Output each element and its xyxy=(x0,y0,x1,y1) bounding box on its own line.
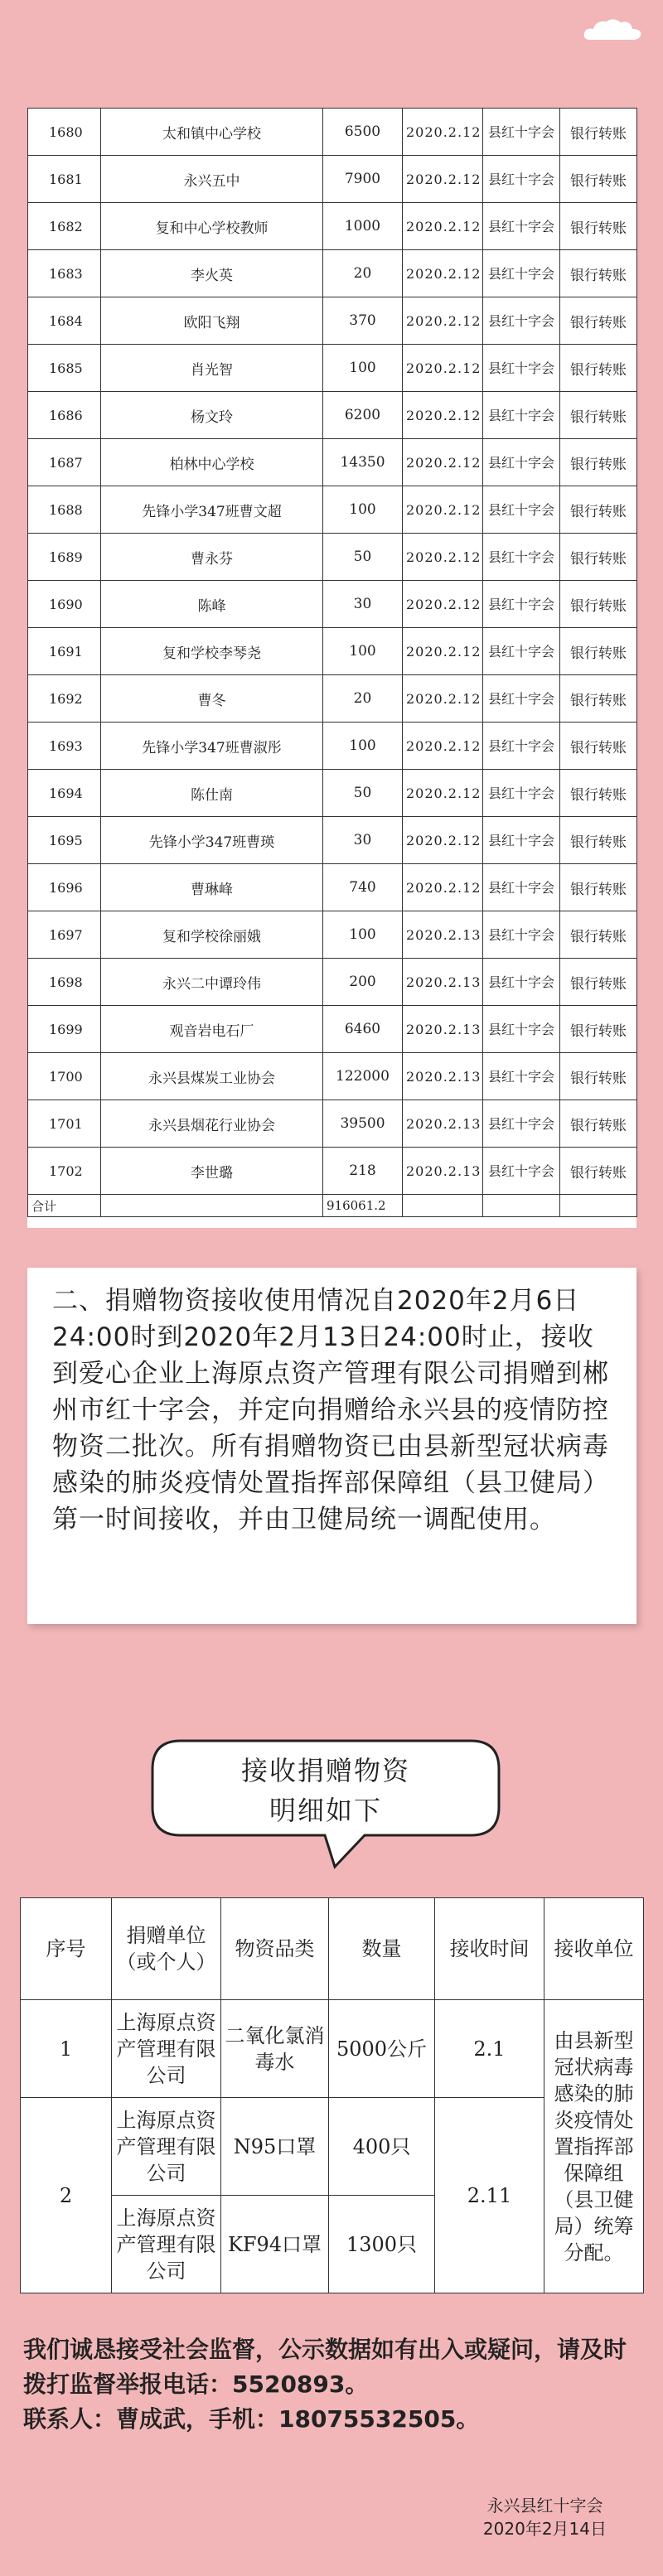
donation-amount: 6460 xyxy=(323,1006,403,1053)
header-receiver: 接收单位 xyxy=(544,1898,644,2000)
donation-date: 2020.2.12 xyxy=(403,297,483,345)
donation-donor: 杨文玲 xyxy=(101,392,323,439)
donation-amount: 200 xyxy=(323,959,403,1006)
donation-amount: 100 xyxy=(323,911,403,959)
receipt-header-row xyxy=(21,1898,644,2000)
table-row xyxy=(28,156,637,203)
donation-donor: 永兴县烟花行业协会 xyxy=(101,1100,323,1148)
donation-id: 1699 xyxy=(28,1006,101,1053)
donation-receiver: 县红十字会 xyxy=(483,911,560,959)
donation-amount: 1000 xyxy=(323,203,403,250)
donation-id: 1686 xyxy=(28,392,101,439)
table-row xyxy=(28,864,637,911)
donation-id: 1680 xyxy=(28,109,101,156)
row-qty: 5000公斤 xyxy=(329,2000,435,2098)
table-row xyxy=(28,1100,637,1148)
donation-donor: 陈仕南 xyxy=(101,770,323,817)
table-row xyxy=(28,1006,637,1053)
donation-amount: 100 xyxy=(323,486,403,534)
donation-date: 2020.2.13 xyxy=(403,1006,483,1053)
donation-receiver: 县红十字会 xyxy=(483,959,560,1006)
donation-receiver: 县红十字会 xyxy=(483,297,560,345)
donation-date: 2020.2.12 xyxy=(403,534,483,581)
donation-id: 1689 xyxy=(28,534,101,581)
donation-amount: 100 xyxy=(323,723,403,770)
donation-donor: 观音岩电石厂 xyxy=(101,1006,323,1053)
donation-donor: 李火英 xyxy=(101,250,323,297)
donation-date: 2020.2.13 xyxy=(403,959,483,1006)
donation-receiver: 县红十字会 xyxy=(483,439,560,486)
donation-donor: 先锋小学347班曹文超 xyxy=(101,486,323,534)
donation-amount: 740 xyxy=(323,864,403,911)
donation-id: 1693 xyxy=(28,723,101,770)
donation-receiver: 县红十字会 xyxy=(483,156,560,203)
donation-id: 1681 xyxy=(28,156,101,203)
receiver-cell: 由县新型冠状病毒感染的肺炎疫情处置指挥部保障组（县卫健局）统筹分配。 xyxy=(544,2000,644,2293)
donation-receiver: 县红十字会 xyxy=(483,817,560,864)
donation-amount: 218 xyxy=(323,1148,403,1195)
table-row xyxy=(28,1148,637,1195)
table-row xyxy=(28,392,637,439)
donation-donor: 太和镇中心学校 xyxy=(101,109,323,156)
donation-method: 银行转账 xyxy=(560,392,637,439)
donation-sheet xyxy=(27,108,636,1228)
donation-receiver: 县红十字会 xyxy=(483,109,560,156)
row-item: 二氧化氯消毒水 xyxy=(221,2000,329,2098)
donation-donor: 曹冬 xyxy=(101,675,323,723)
donation-id: 1687 xyxy=(28,439,101,486)
donation-donor: 陈峰 xyxy=(101,581,323,628)
donation-amount: 122000 xyxy=(323,1053,403,1100)
donation-method: 银行转账 xyxy=(560,439,637,486)
donation-id: 1683 xyxy=(28,250,101,297)
donation-amount: 30 xyxy=(323,581,403,628)
cloud-icon xyxy=(583,17,642,41)
donation-receiver: 县红十字会 xyxy=(483,1148,560,1195)
donation-method: 银行转账 xyxy=(560,628,637,675)
donation-amount: 39500 xyxy=(323,1100,403,1148)
donation-date: 2020.2.12 xyxy=(403,723,483,770)
table-row xyxy=(28,345,637,392)
donation-receiver: 县红十字会 xyxy=(483,1053,560,1100)
table-row xyxy=(28,675,637,723)
table-row xyxy=(28,817,637,864)
donation-amount: 6500 xyxy=(323,109,403,156)
table-row xyxy=(28,770,637,817)
donation-amount: 100 xyxy=(323,345,403,392)
donation-date: 2020.2.12 xyxy=(403,250,483,297)
donation-method: 银行转账 xyxy=(560,345,637,392)
total-label: 合计 xyxy=(28,1195,101,1217)
table-row xyxy=(28,486,637,534)
donation-method: 银行转账 xyxy=(560,534,637,581)
row-no: 1 xyxy=(21,2000,112,2098)
donation-id: 1688 xyxy=(28,486,101,534)
donation-donor: 曹永芬 xyxy=(101,534,323,581)
donation-donor: 复和学校李琴尧 xyxy=(101,628,323,675)
donation-receiver: 县红十字会 xyxy=(483,534,560,581)
donation-donor: 复和中心学校教师 xyxy=(101,203,323,250)
donation-receiver: 县红十字会 xyxy=(483,723,560,770)
donation-amount: 50 xyxy=(323,770,403,817)
donation-date: 2020.2.12 xyxy=(403,486,483,534)
row-item: KF94口罩 xyxy=(221,2196,329,2293)
donation-id: 1695 xyxy=(28,817,101,864)
donation-amount: 50 xyxy=(323,534,403,581)
footer-notice xyxy=(23,2332,645,2437)
donation-donor: 柏林中心学校 xyxy=(101,439,323,486)
donation-date: 2020.2.12 xyxy=(403,109,483,156)
donation-amount: 20 xyxy=(323,250,403,297)
donation-date: 2020.2.13 xyxy=(403,1100,483,1148)
donation-id: 1691 xyxy=(28,628,101,675)
donation-amount: 30 xyxy=(323,817,403,864)
donation-amount: 370 xyxy=(323,297,403,345)
table-row xyxy=(21,2000,644,2098)
donation-method: 银行转账 xyxy=(560,250,637,297)
donation-date: 2020.2.12 xyxy=(403,628,483,675)
donation-id: 1690 xyxy=(28,581,101,628)
row-time: 2.11 xyxy=(435,2098,544,2293)
donation-amount: 100 xyxy=(323,628,403,675)
donation-receiver: 县红十字会 xyxy=(483,203,560,250)
row-donor: 上海原点资产管理有限公司 xyxy=(112,2000,221,2098)
donation-method: 银行转账 xyxy=(560,675,637,723)
donation-date: 2020.2.12 xyxy=(403,864,483,911)
donation-date: 2020.2.13 xyxy=(403,1148,483,1195)
row-qty: 1300只 xyxy=(329,2196,435,2293)
donation-date: 2020.2.12 xyxy=(403,770,483,817)
donation-method: 银行转账 xyxy=(560,911,637,959)
donation-receiver: 县红十字会 xyxy=(483,864,560,911)
bubble-line2: 明细如下 xyxy=(269,1795,382,1826)
donation-method: 银行转账 xyxy=(560,1053,637,1100)
supervision-notice: 我们诚恳接受社会监督，公示数据如有出入或疑问，请及时拨打监督举报电话：5520893。 xyxy=(23,2336,627,2398)
donation-amount: 20 xyxy=(323,675,403,723)
donation-method: 银行转账 xyxy=(560,959,637,1006)
donation-id: 1696 xyxy=(28,864,101,911)
donation-method: 银行转账 xyxy=(560,109,637,156)
donation-id: 1698 xyxy=(28,959,101,1006)
donation-donor: 先锋小学347班曹瑛 xyxy=(101,817,323,864)
signature-org: 永兴县红十字会 xyxy=(486,2496,603,2516)
donation-id: 1685 xyxy=(28,345,101,392)
table-row xyxy=(28,297,637,345)
signature-date: 2020年2月14日 xyxy=(482,2519,607,2539)
table-row xyxy=(28,203,637,250)
table-row xyxy=(28,439,637,486)
donation-amount: 6200 xyxy=(323,392,403,439)
donation-method: 银行转账 xyxy=(560,770,637,817)
donation-date: 2020.2.13 xyxy=(403,1053,483,1100)
donation-receiver: 县红十字会 xyxy=(483,345,560,392)
donation-receiver: 县红十字会 xyxy=(483,581,560,628)
donation-date: 2020.2.12 xyxy=(403,581,483,628)
donation-method: 银行转账 xyxy=(560,864,637,911)
row-donor: 上海原点资产管理有限公司 xyxy=(112,2098,221,2196)
donation-id: 1692 xyxy=(28,675,101,723)
contact-info: 联系人：曹成武，手机：18075532505。 xyxy=(23,2405,480,2433)
table-row xyxy=(28,628,637,675)
section2-text: 二、捐赠物资接收使用情况自2020年2月6日24:00时到2020年2月13日24:00时止，接收到爱心企业上海原点资产管理有限公司捐赠到郴州市红十字会，并定向捐赠给永兴县的疫情防控物资二批次。所有捐赠物资已由县新型冠状病毒感染的肺炎疫情处置指挥部保障组（县卫健局）第一时间接收，并由卫健局统一调配使用。 xyxy=(52,1286,609,1534)
table-row xyxy=(28,534,637,581)
row-donor: 上海原点资产管理有限公司 xyxy=(112,2196,221,2293)
donation-date: 2020.2.12 xyxy=(403,675,483,723)
header-no: 序号 xyxy=(21,1898,112,2000)
speech-bubble xyxy=(148,1736,504,1873)
donation-date: 2020.2.12 xyxy=(403,345,483,392)
donation-id: 1701 xyxy=(28,1100,101,1148)
bubble-line1: 接收捐赠物资 xyxy=(240,1755,410,1786)
donation-method: 银行转账 xyxy=(560,581,637,628)
section2-card xyxy=(27,1268,636,1624)
donation-method: 银行转账 xyxy=(560,203,637,250)
donation-method: 银行转账 xyxy=(560,297,637,345)
donation-method: 银行转账 xyxy=(560,1100,637,1148)
table-row xyxy=(28,581,637,628)
table-row xyxy=(28,959,637,1006)
table-row xyxy=(28,723,637,770)
table-row xyxy=(28,911,637,959)
donation-date: 2020.2.12 xyxy=(403,817,483,864)
donation-receiver: 县红十字会 xyxy=(483,1006,560,1053)
donation-donor: 先锋小学347班曹淑彤 xyxy=(101,723,323,770)
total-amount: 916061.2 xyxy=(323,1195,403,1217)
donation-id: 1694 xyxy=(28,770,101,817)
donation-receiver: 县红十字会 xyxy=(483,770,560,817)
donation-donor: 李世璐 xyxy=(101,1148,323,1195)
donation-date: 2020.2.12 xyxy=(403,156,483,203)
donation-method: 银行转账 xyxy=(560,723,637,770)
header-donor: 捐赠单位（或个人） xyxy=(112,1898,221,2000)
header-item: 物资品类 xyxy=(221,1898,329,2000)
donation-date: 2020.2.12 xyxy=(403,392,483,439)
donation-receiver: 县红十字会 xyxy=(483,250,560,297)
total-row xyxy=(28,1195,637,1217)
donation-receiver: 县红十字会 xyxy=(483,1100,560,1148)
donation-donor: 曹琳峰 xyxy=(101,864,323,911)
table-row xyxy=(28,1053,637,1100)
donation-donor: 欧阳飞翔 xyxy=(101,297,323,345)
donation-donor: 永兴五中 xyxy=(101,156,323,203)
donation-id: 1702 xyxy=(28,1148,101,1195)
row-qty: 400只 xyxy=(329,2098,435,2196)
donation-id: 1684 xyxy=(28,297,101,345)
donation-date: 2020.2.13 xyxy=(403,911,483,959)
donation-id: 1697 xyxy=(28,911,101,959)
header-time: 接收时间 xyxy=(435,1898,544,2000)
donation-donor: 永兴二中谭玲伟 xyxy=(101,959,323,1006)
donation-date: 2020.2.12 xyxy=(403,203,483,250)
table-row xyxy=(28,109,637,156)
donation-receiver: 县红十字会 xyxy=(483,628,560,675)
donation-receiver: 县红十字会 xyxy=(483,675,560,723)
donation-donor: 永兴县煤炭工业协会 xyxy=(101,1053,323,1100)
row-time: 2.1 xyxy=(435,2000,544,2098)
donation-method: 银行转账 xyxy=(560,156,637,203)
donation-method: 银行转账 xyxy=(560,1148,637,1195)
donation-id: 1700 xyxy=(28,1053,101,1100)
donation-donor: 复和学校徐丽娥 xyxy=(101,911,323,959)
header-qty: 数量 xyxy=(329,1898,435,2000)
donation-table xyxy=(27,108,637,1217)
donation-date: 2020.2.12 xyxy=(403,439,483,486)
donation-method: 银行转账 xyxy=(560,486,637,534)
row-no: 2 xyxy=(21,2098,112,2293)
donation-receiver: 县红十字会 xyxy=(483,486,560,534)
donation-method: 银行转账 xyxy=(560,1006,637,1053)
donation-amount: 14350 xyxy=(323,439,403,486)
donation-donor: 肖光智 xyxy=(101,345,323,392)
row-item: N95口罩 xyxy=(221,2098,329,2196)
receipt-table xyxy=(20,1897,644,2293)
table-row xyxy=(28,250,637,297)
signature xyxy=(483,2494,607,2540)
donation-receiver: 县红十字会 xyxy=(483,392,560,439)
donation-id: 1682 xyxy=(28,203,101,250)
donation-method: 银行转账 xyxy=(560,817,637,864)
donation-amount: 7900 xyxy=(323,156,403,203)
